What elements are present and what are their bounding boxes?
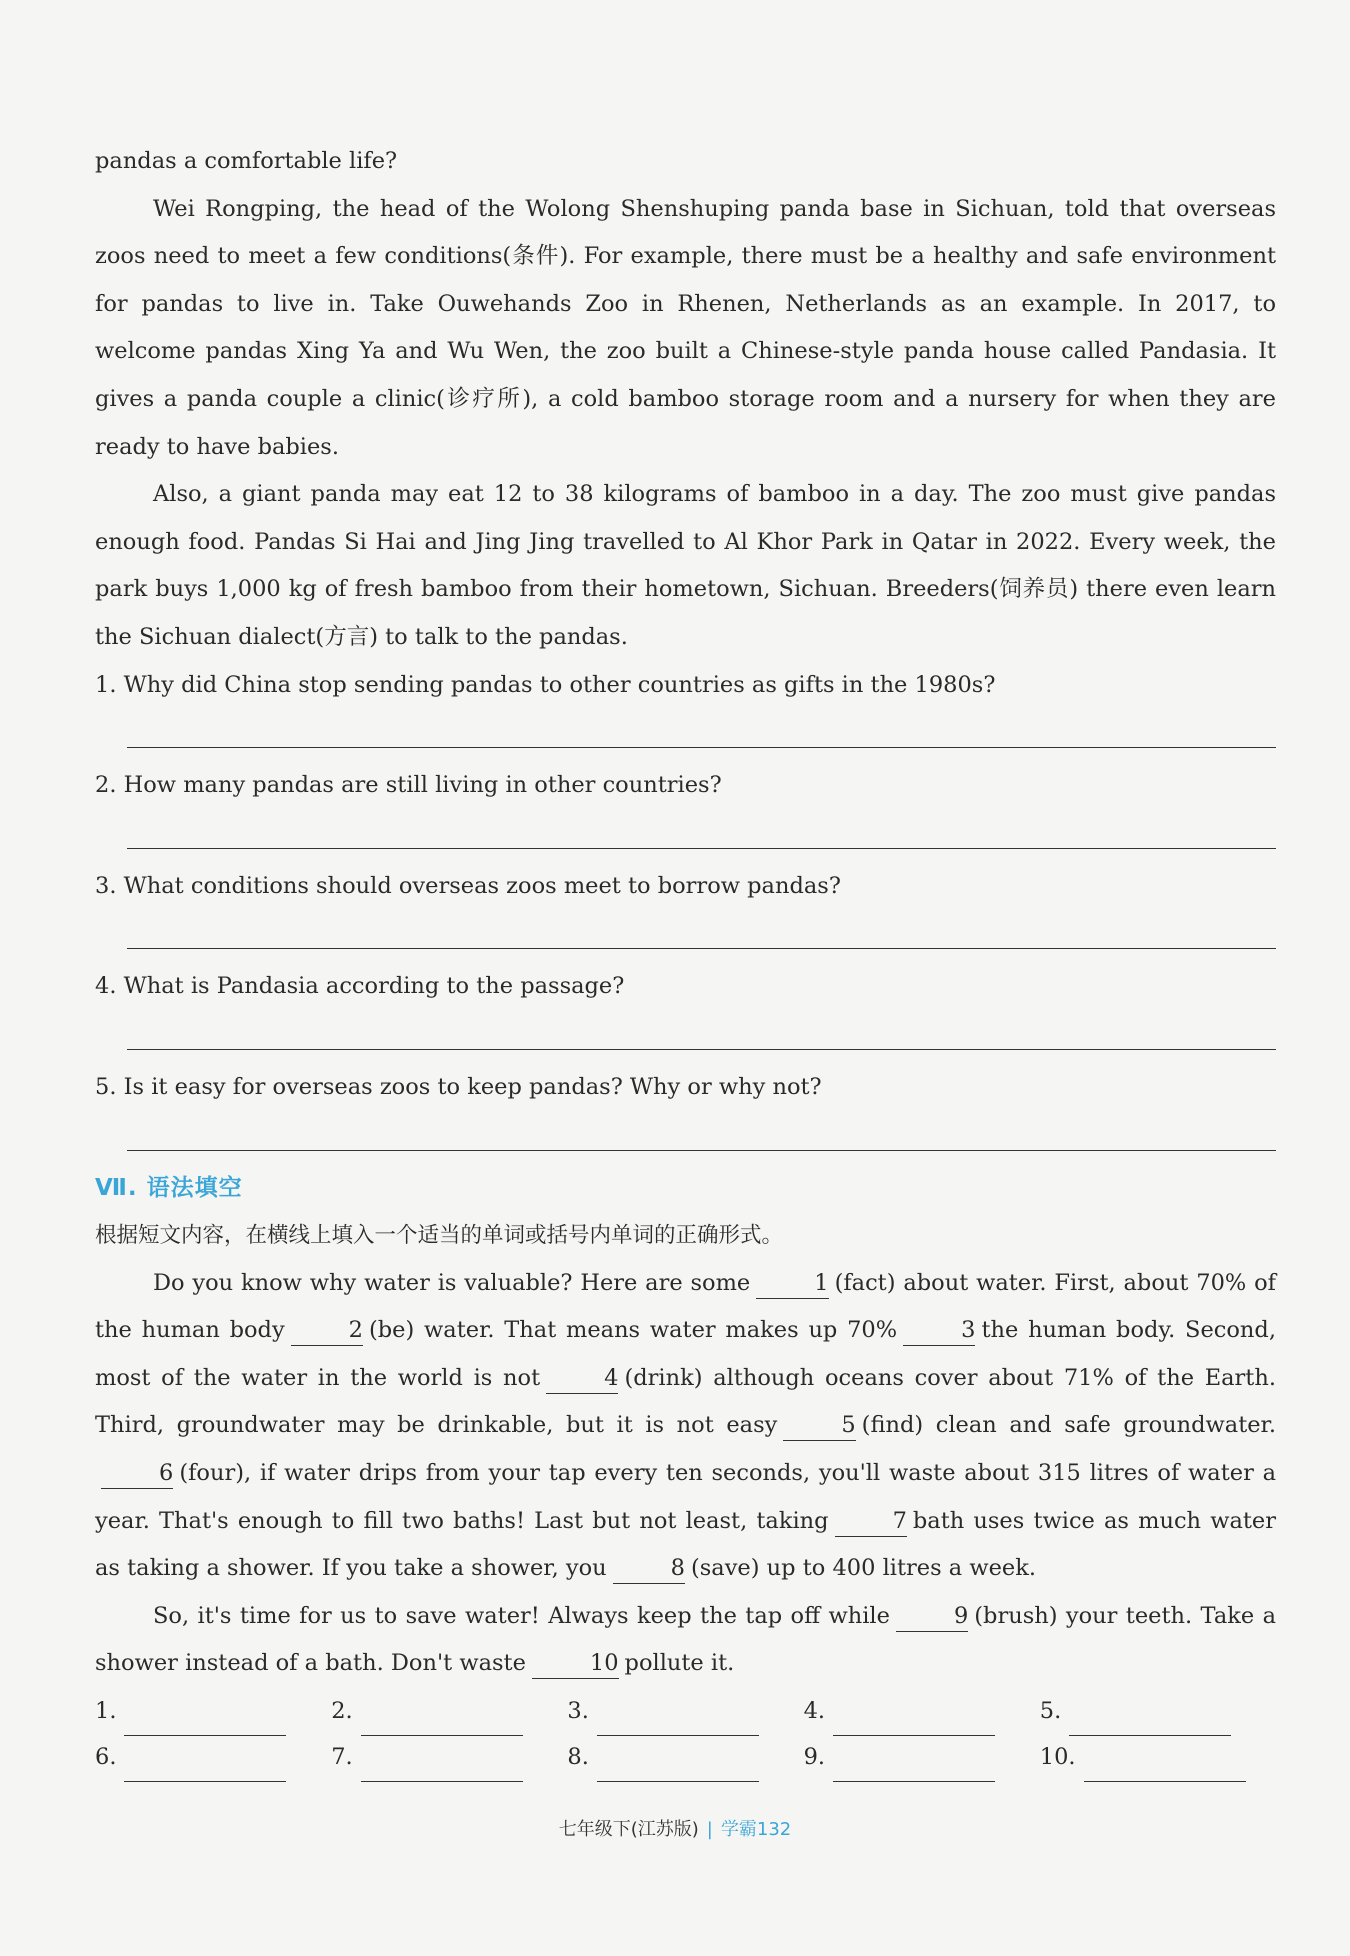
question-2: 2. How many pandas are still living in other countries?	[95, 772, 722, 799]
answer-item	[804, 1690, 1040, 1736]
cloze-blank-9[interactable]: 9	[896, 1601, 968, 1632]
cloze-blank-4[interactable]: 4	[546, 1363, 618, 1394]
answer-number: 4.	[803, 1698, 826, 1725]
passage-line: pandas a comfortable life?	[95, 148, 398, 174]
answer-item	[1040, 1690, 1276, 1736]
answer-slot[interactable]	[124, 1751, 286, 1782]
page-footer	[0, 1806, 1350, 1854]
cloze-paragraph-2	[95, 1593, 1276, 1688]
passage-paragraph-1: Wei Rongping, the head of the Wolong Shenshuping panda base in Sichuan, told that overseas zoos need to meet a few conditions(条件). For example, there must be a healthy and safe environment for pandas to live in. Take Ouwehands Zoo in Rhenen, Netherlands as an example. In 2017, to welcome pandas Xing Ya and Wu Wen, the zoo built a Chinese-style panda house called Pandasia. It gives a panda couple a clinic(诊疗所), a cold bamboo storage room and a nursery for when they are ready to have babies.	[95, 195, 1276, 460]
cloze-blank-6[interactable]: 6	[101, 1458, 173, 1489]
cloze-text: (find) clean and safe groundwater.	[861, 1412, 1276, 1439]
footer-grade: 七年级下(江苏版)	[558, 1819, 699, 1840]
question-4: 4. What is Pandasia according to the passage?	[95, 973, 625, 1000]
section-instruction: 根据短文内容，在横线上填入一个适当的单词或括号内单词的正确形式。	[95, 1223, 784, 1249]
questions	[95, 662, 1276, 1151]
footer-brand: 学霸	[720, 1819, 757, 1840]
answer-slot[interactable]	[361, 1751, 523, 1782]
question-3: 3. What conditions should overseas zoos meet to borrow pandas?	[95, 872, 841, 899]
section-title: Ⅶ. 语法填空	[95, 1174, 243, 1201]
answer-number: 5.	[1039, 1698, 1062, 1725]
passage-paragraph-2: Also, a giant panda may eat 12 to 38 kilograms of bamboo in a day. The zoo must give pandas enough food. Pandas Si Hai and Jing Jing travelled to Al Khor Park in Qatar in 2022. Every week, the park buys 1,000 kg of fresh bamboo from their hometown, Sichuan. Breeders(饲养员) there even learn the Sichuan dialect(方言) to talk to the pandas.	[95, 481, 1276, 650]
cloze-text: Do you know why water is valuable? Here are some	[153, 1269, 751, 1296]
answer-item	[1040, 1736, 1276, 1782]
cloze-text: bath uses twice as much water as taking a shower. If you take a shower, you	[95, 1507, 1276, 1582]
cloze-text: pollute it.	[624, 1650, 735, 1677]
answer-item	[567, 1690, 803, 1736]
answer-number: 1.	[95, 1698, 117, 1725]
cloze-text: (drink) although oceans cover about 71% of the Earth. Third, groundwater may be drinkable, but it is not easy	[95, 1364, 1276, 1439]
cloze-text: (four), if water drips from your tap every ten seconds, you'll waste about 315 litres of water a year. That's enough to fill two baths! Last but not least, taking	[95, 1460, 1276, 1534]
answer-slot[interactable]	[361, 1705, 523, 1736]
answer-slot[interactable]	[833, 1705, 995, 1736]
answer-item	[331, 1690, 567, 1736]
question-1: 1. Why did China stop sending pandas to other countries as gifts in the 1980s?	[95, 671, 996, 698]
cloze-text: So, it's time for us to save water! Always keep the tap off while	[153, 1602, 890, 1629]
footer-separator: |	[706, 1819, 713, 1840]
answer-item	[567, 1736, 803, 1782]
answer-number: 7.	[331, 1744, 353, 1771]
cloze-paragraph-1	[95, 1260, 1276, 1593]
answer-item	[804, 1736, 1040, 1782]
answer-item	[95, 1690, 331, 1736]
cloze-text: (fact) about water. First, about 70% of the human body	[95, 1269, 1276, 1344]
answer-number: 6.	[95, 1744, 117, 1771]
answer-item	[95, 1736, 331, 1782]
page-number: 132	[756, 1819, 792, 1840]
cloze-blank-7[interactable]: 7	[835, 1506, 907, 1537]
answer-number: 9.	[803, 1744, 826, 1771]
answer-item	[331, 1736, 567, 1782]
answer-number: 3.	[567, 1698, 589, 1725]
answer-slot[interactable]	[1069, 1705, 1231, 1736]
cloze-blank-8[interactable]: 8	[613, 1553, 685, 1584]
cloze-blank-5[interactable]: 5	[783, 1410, 855, 1441]
cloze-text: (save) up to 400 litres a week.	[690, 1555, 1037, 1582]
cloze-blank-3[interactable]: 3	[903, 1315, 975, 1346]
answer-slot[interactable]	[124, 1705, 286, 1736]
cloze-text: (be) water. That means water makes up 70%	[369, 1317, 898, 1344]
cloze-blank-10[interactable]: 10	[532, 1648, 619, 1679]
question-5: 5. Is it easy for overseas zoos to keep pandas? Why or why not?	[95, 1073, 822, 1100]
answer-slot[interactable]	[597, 1751, 759, 1782]
answer-slot[interactable]	[597, 1705, 759, 1736]
answer-number: 2.	[331, 1698, 353, 1725]
cloze-text: the human body. Second, most of the water in the world is not	[95, 1317, 1276, 1391]
answer-slot[interactable]	[1084, 1751, 1246, 1782]
cloze-blank-1[interactable]: 1	[756, 1268, 828, 1299]
answer-number: 8.	[567, 1744, 589, 1771]
cloze-text: (brush) your teeth. Take a shower instead of a bath. Don't waste	[95, 1602, 1276, 1677]
answer-slot[interactable]	[833, 1751, 995, 1782]
cloze-blank-2[interactable]: 2	[291, 1315, 363, 1346]
answer-grid	[95, 1690, 1276, 1782]
answer-number: 10.	[1039, 1744, 1076, 1771]
